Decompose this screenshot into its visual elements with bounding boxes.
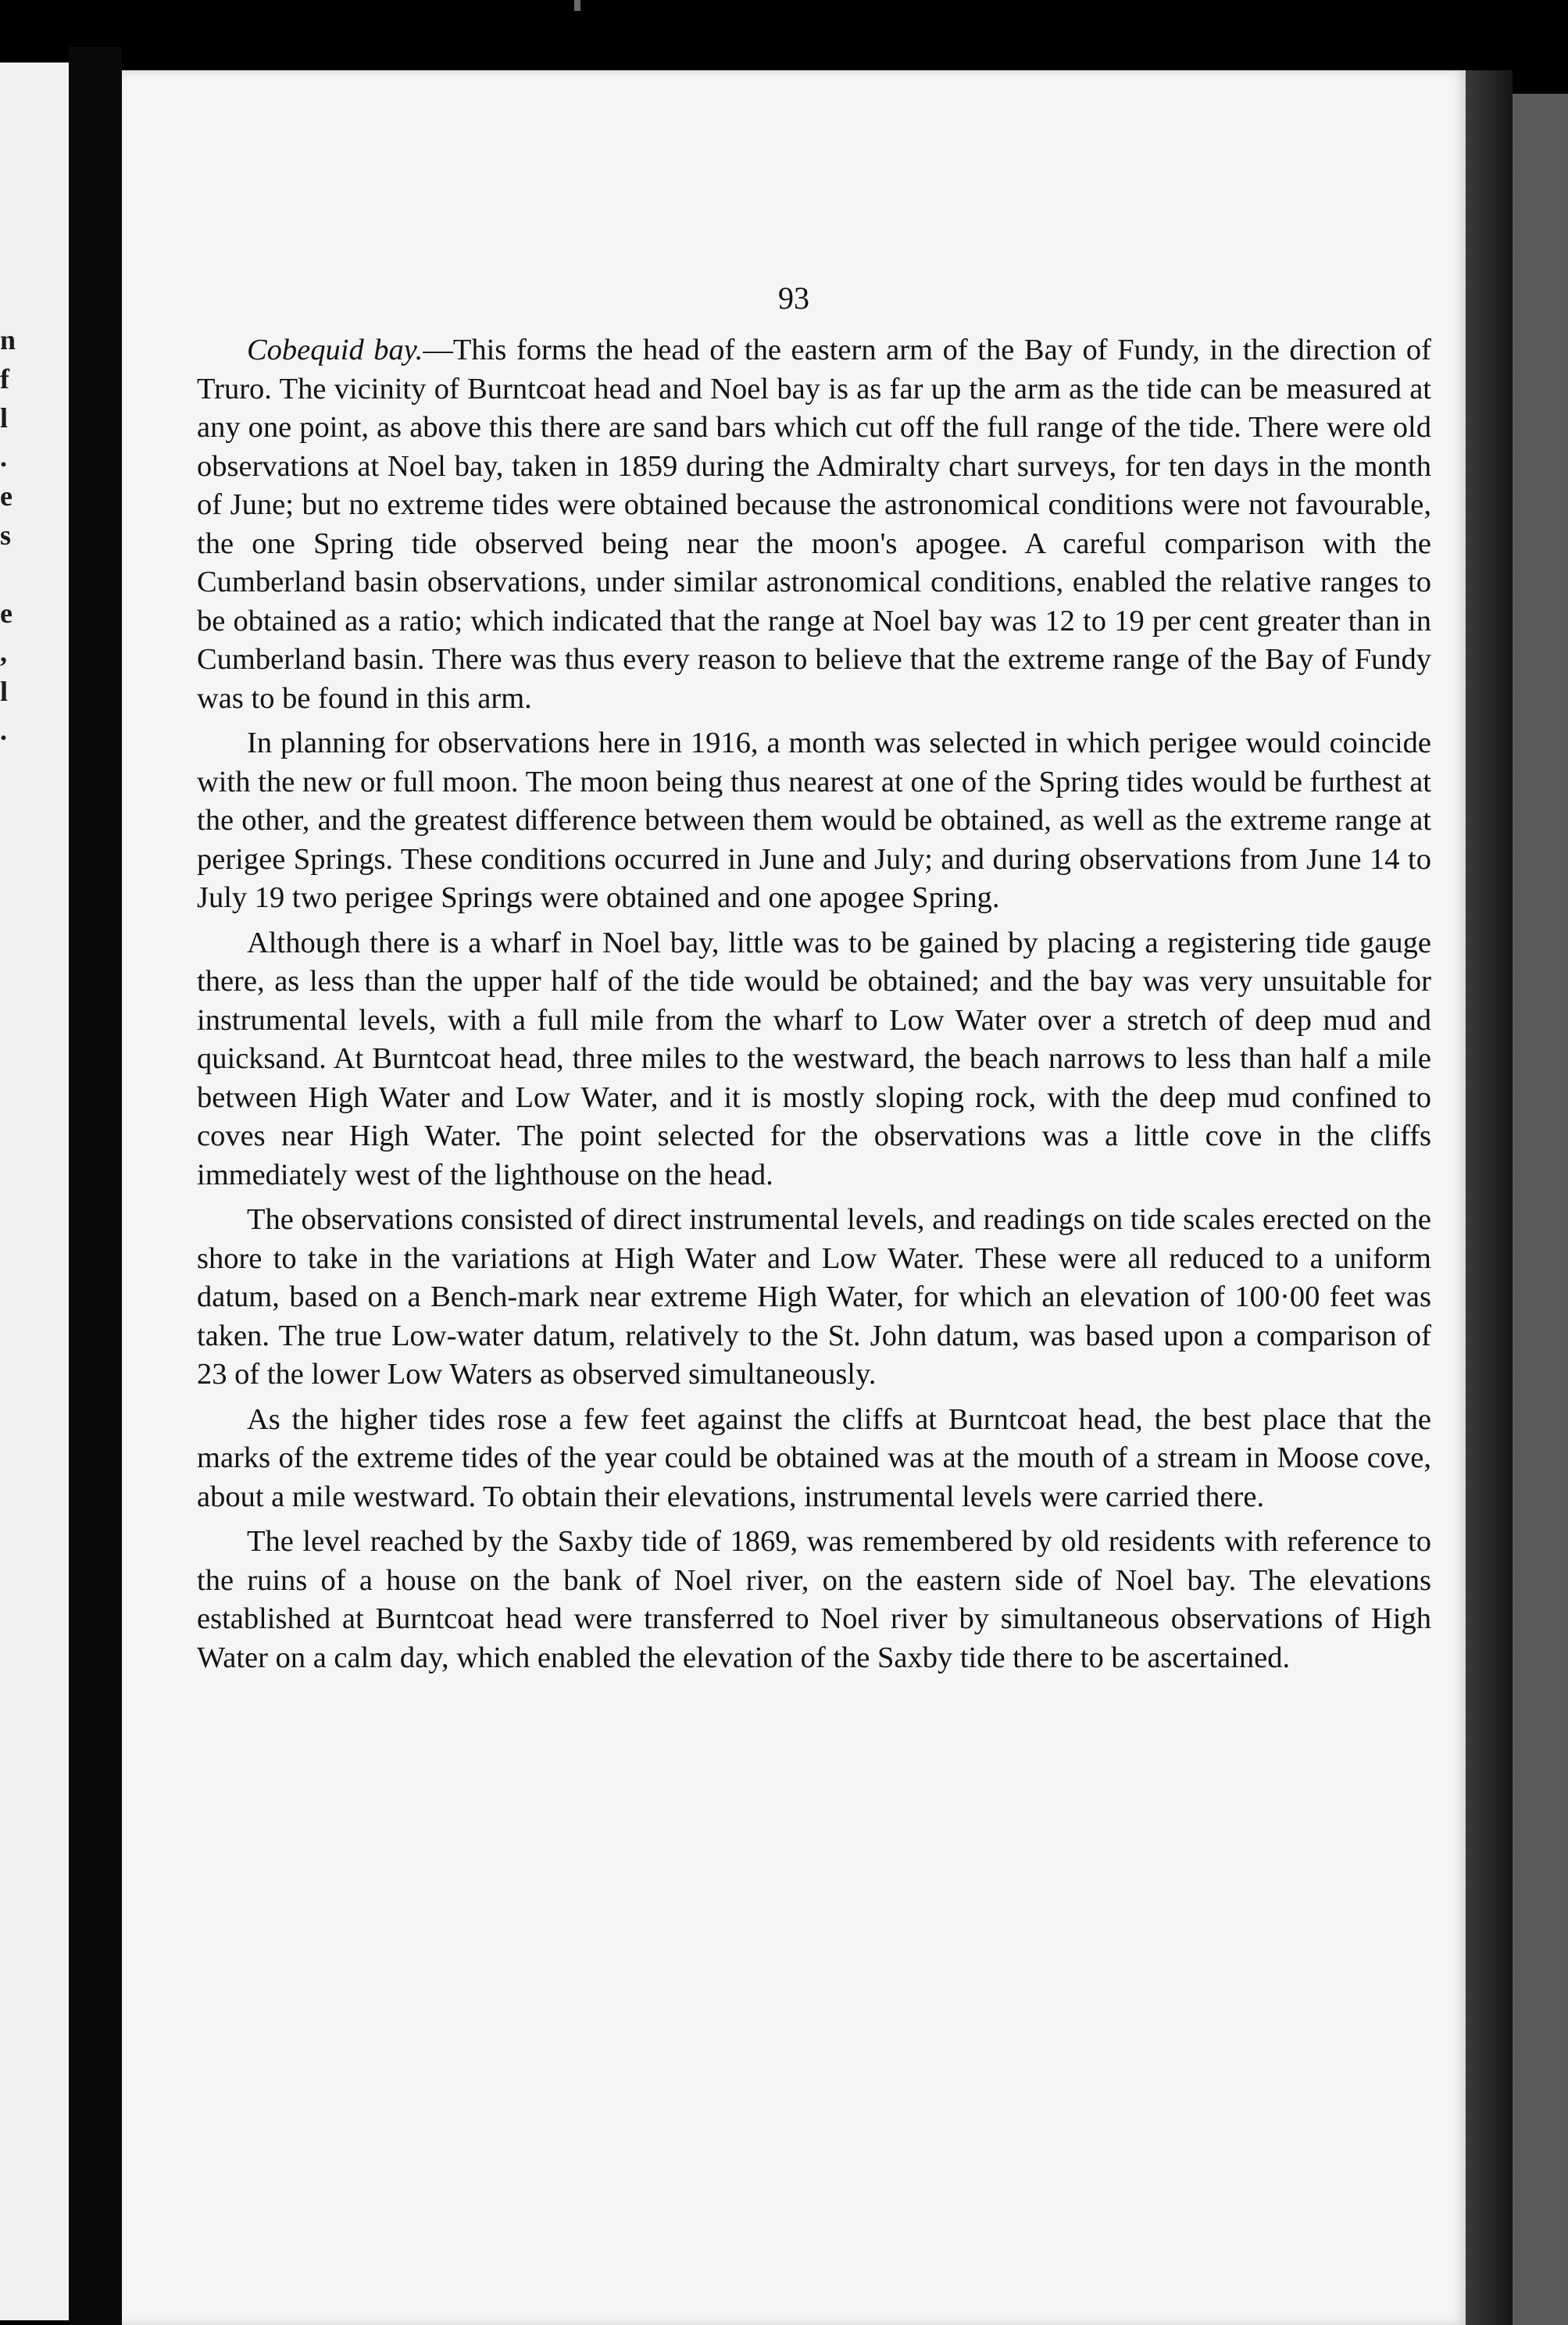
fragment: e <box>0 480 13 512</box>
paragraph: As the higher tides rose a few feet against the cliffs at Burntcoat head, the best place that the marks of the extreme tides of the year could be obtained was at the mouth of a stream in Moose cove, about a mile westward. To obtain their elevations, instrumental levels were carried there. <box>197 1402 1431 1513</box>
fragment: . <box>0 441 7 473</box>
fragment: , <box>0 637 7 668</box>
fragment: f <box>0 363 9 395</box>
paragraph-text: —This forms the head of the eastern arm of the Bay of Fundy, in the direction of Truro. The vicinity of Burntcoat head and Noel bay is as far up the arm as the tide can be measured at any one point, as above this there are sand bars which cut off the full range of the tide. There were old observations at Noel bay, taken in 1859 during the Admiralty chart surveys, for ten days in the month of June; but no extreme tides were obtained because the astronomical conditions were not favourable, the one Spring tide observed being near the moon's apogee. A careful comparison with the Cumberland basin observations, under similar astronomical conditions, enabled the relative ranges to be obtained as a ratio; which indicated that the range at Noel bay was 12 to 19 per cent greater than in Cumberland basin. There was thus every reason to believe that the extreme range of the Bay of Fundy was to be found in this arm. <box>197 334 1431 715</box>
page-shadow <box>1466 70 1513 2325</box>
paragraph: In planning for observations here in 1916, a month was selected in which perigee would coincide with the new or full moon. The moon being thus nearest at one of the Spring tides would be furthest at the other, and the greatest difference between them would be obtained, as well as the extreme range at perigee Springs. These conditions occurred in June and July; and during observations from June 14 to July 19 two perigee Springs were obtained and one apogee Spring. <box>197 727 1431 914</box>
previous-page-edge <box>0 62 69 2320</box>
body-text <box>197 331 1431 1677</box>
fragment: e <box>0 598 13 629</box>
paragraph <box>197 331 1431 718</box>
fragment: . <box>0 715 7 746</box>
fragment: s <box>0 520 12 551</box>
fragment: n <box>0 324 16 355</box>
page <box>122 70 1466 2325</box>
page-number: 93 <box>778 280 809 316</box>
right-page-edge <box>1513 94 1568 2325</box>
book-gutter <box>69 47 122 2325</box>
paragraph: Although there is a wharf in Noel bay, little was to be gained by placing a registering tide gauge there, as less than the upper half of the tide would be obtained; and the bay was very unsuitable for instrumental levels, with a full mile from the wharf to Low Water over a stretch of deep mud and quicksand. At Burntcoat head, three miles to the westward, the beach narrows to less than half a mile between High Water and Low Water, and it is mostly sloping rock, with the deep mud confined to coves near High Water. The point selected for the observations was a little cove in the cliffs immediately west of the lighthouse on the head. <box>197 926 1431 1191</box>
fragment <box>0 555 31 594</box>
section-title: Cobequid bay. <box>247 334 423 366</box>
paragraph: The level reached by the Saxby tide of 1869, was remembered by old residents with reference to the ruins of a house on the bank of Noel river, on the eastern side of Noel bay. The elevations established at Burntcoat head were transferred to Noel river by simultaneous observations of High Water on a calm day, which enabled the elevation of the Saxby tide there to be ascertained. <box>197 1525 1431 1674</box>
fragment: l <box>0 402 9 434</box>
scan-mark <box>574 0 580 11</box>
previous-page-fragments <box>0 320 31 750</box>
paragraph: The observations consisted of direct instrumental levels, and readings on tide scales erected on the shore to take in the variations at High Water and Low Water. These were all reduced to a uniform datum, based on a Bench-mark near extreme High Water, for which an elevation of 100·00 feet was taken. The true Low-water datum, relatively to the St. John datum, was based upon a comparison of 23 of the lower Low Waters as observed simultaneously. <box>197 1203 1431 1391</box>
fragment: l <box>0 676 9 707</box>
